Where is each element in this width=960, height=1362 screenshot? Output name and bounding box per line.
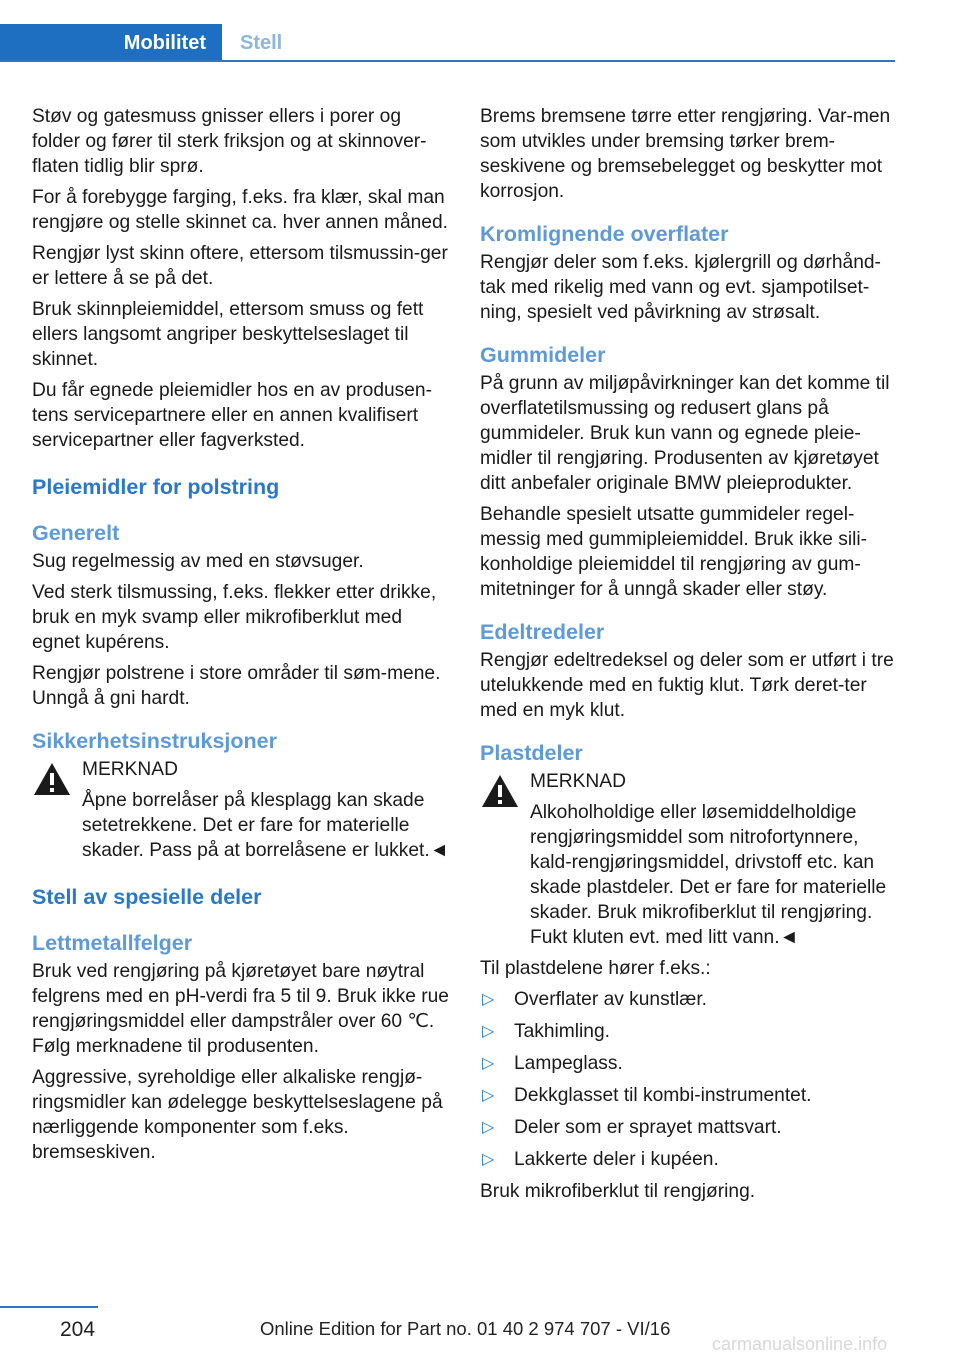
heading-lettmetallfelger: Lettmetallfelger [32,931,193,955]
paragraph: Ved sterk tilsmussing, f.eks. flekker etter drikke, bruk en myk svamp eller mikrofiberklut med egnet kupérens. [32,582,437,653]
list-item: ▷ Takhimling. [482,1021,610,1042]
watermark: carmanualsonline.info [712,1334,888,1354]
heading-plastdeler: Plastdeler [480,741,583,765]
paragraph: Du får egnede pleiemidler hos en av produsen‐tens servicepartnere eller en annen kvalifisert servicepartner eller fagverksted. [32,380,432,451]
paragraph: Rengjør lyst skinn oftere, ettersom tilsmussin‐ger er lettere å se på det. [32,243,448,289]
paragraph: På grunn av miljøpåvirkninger kan det komme til overflatetilsmussing og redusert glans på gummideler. Bruk kun vann og egnede pleie‐midler til rengjøring. Produsenten av kjøretøyet ditt anbefaler originale BMW pleieprodukter. [480,373,890,494]
plastic-parts-list [480,987,898,1172]
triangle-bullet-icon: ▷ [482,1087,495,1104]
list-item: ▷ Overflater av kunstlær. [482,989,708,1010]
paragraph: Behandle spesielt utsatte gummideler regel‐messig med gummipleiemiddel. Bruk ikke sili‐konholdige pleiemiddel til rengjøring av gum‐mitetninger for å unngå skader eller støy. [480,504,868,600]
list-item: ▷ Lakkerte deler i kupéen. [482,1149,719,1170]
warning-notice [32,757,450,863]
paragraph: For å forebygge farging, f.eks. fra klær, skal man rengjøre og stelle skinnet ca. hver annen måned. [32,187,448,233]
triangle-bullet-icon: ▷ [482,1023,495,1040]
paragraph: Bruk mikrofiberklut til rengjøring. [480,1181,756,1202]
footer-rule [0,1306,98,1308]
list-item: ▷ Lampeglass. [482,1053,623,1074]
warning-title: MERKNAD [82,759,178,780]
edition-info: Online Edition for Part no. 01 40 2 974 707 - VI/16 [260,1318,671,1339]
warning-triangle-icon [32,761,72,797]
paragraph: Aggressive, syreholdige eller alkaliske rengjø‐ringsmidler kan ødelegge beskyttelseslagene på nærliggende komponenter som f.eks. bremseskiven. [32,1067,443,1163]
page-number: 204 [60,1318,96,1341]
heading-generelt: Generelt [32,521,120,545]
header-rule [0,60,895,62]
tab-stell[interactable]: Stell [240,32,283,54]
triangle-bullet-icon: ▷ [482,1151,495,1168]
warning-triangle-icon [480,773,520,809]
paragraph: Sug regelmessig av med en støvsuger. [32,551,364,572]
paragraph: Brems bremsene tørre etter rengjøring. Var‐men som utvikles under bremsing tørker brem‐seskivene og bremsebelegget og beskytter mot korrosjon. [480,106,891,202]
heading-pleiemidler-polstring: Pleiemidler for polstring [32,475,280,499]
paragraph: Rengjør edeltredeksel og deler som er utført i tre utelukkende med en fuktig klut. Tørk deret‐ter med en myk klut. [480,650,894,721]
paragraph: Rengjør deler som f.eks. kjølergrill og dørhånd‐tak med rikelig med vann og evt. sjampotilset‐ning, spesielt ved påvirkning av strøsalt. [480,252,881,323]
warning-title: MERKNAD [530,771,626,792]
left-column [32,104,450,1171]
right-column [480,104,898,1210]
triangle-bullet-icon: ▷ [482,991,495,1008]
warning-text: Åpne borrelåser på klesplagg kan skade setetrekkene. Det er fare for materielle skader. Pass på at borrelåsene er lukket.◄ [82,790,449,861]
warning-text: Alkoholholdige eller løsemiddelholdige rengjøringsmiddel som nitrofortynnere, kald‐rengjøringsmiddel, drivstoff etc. kan skade plastdeler. Det er fare for materielle skader. Bruk mikrofiberklut til rengjøring. Fukt kluten evt. med litt vann.◄ [530,802,887,948]
paragraph: Støv og gatesmuss gnisser ellers i porer og folder og fører til sterk friksjon og at skinnover‐flaten tidlig blir sprø. [32,106,427,177]
triangle-bullet-icon: ▷ [482,1119,495,1136]
paragraph: Bruk ved rengjøring på kjøretøyet bare nøytral felgrens med en pH-verdi fra 5 til 9. Bruk ikke rue rengjøringsmiddel eller dampstråler over 60 ℃. Følg merknadene til produsenten. [32,961,449,1057]
heading-sikkerhetsinstruksjoner: Sikkerhetsinstruksjoner [32,729,277,753]
list-item: ▷ Dekkglasset til kombi-instrumentet. [482,1085,812,1106]
heading-kromlignende-overflater: Kromlignende overflater [480,222,729,246]
heading-gummideler: Gummideler [480,343,606,367]
paragraph: Rengjør polstrene i store områder til søm‐mene. Unngå å gni hardt. [32,663,441,709]
header-tab-bar [0,24,895,62]
list-item: ▷ Deler som er sprayet mattsvart. [482,1117,782,1138]
warning-notice [480,769,898,950]
heading-stell-spesielle-deler: Stell av spesielle deler [32,885,262,909]
paragraph: Til plastdelene hører f.eks.: [480,958,711,979]
paragraph: Bruk skinnpleiemiddel, ettersom smuss og fett ellers langsomt angriper beskyttelseslaget til skinnet. [32,299,424,370]
triangle-bullet-icon: ▷ [482,1055,495,1072]
tab-mobilitet[interactable]: Mobilitet [0,24,222,62]
heading-edeltredeler: Edeltredeler [480,620,605,644]
